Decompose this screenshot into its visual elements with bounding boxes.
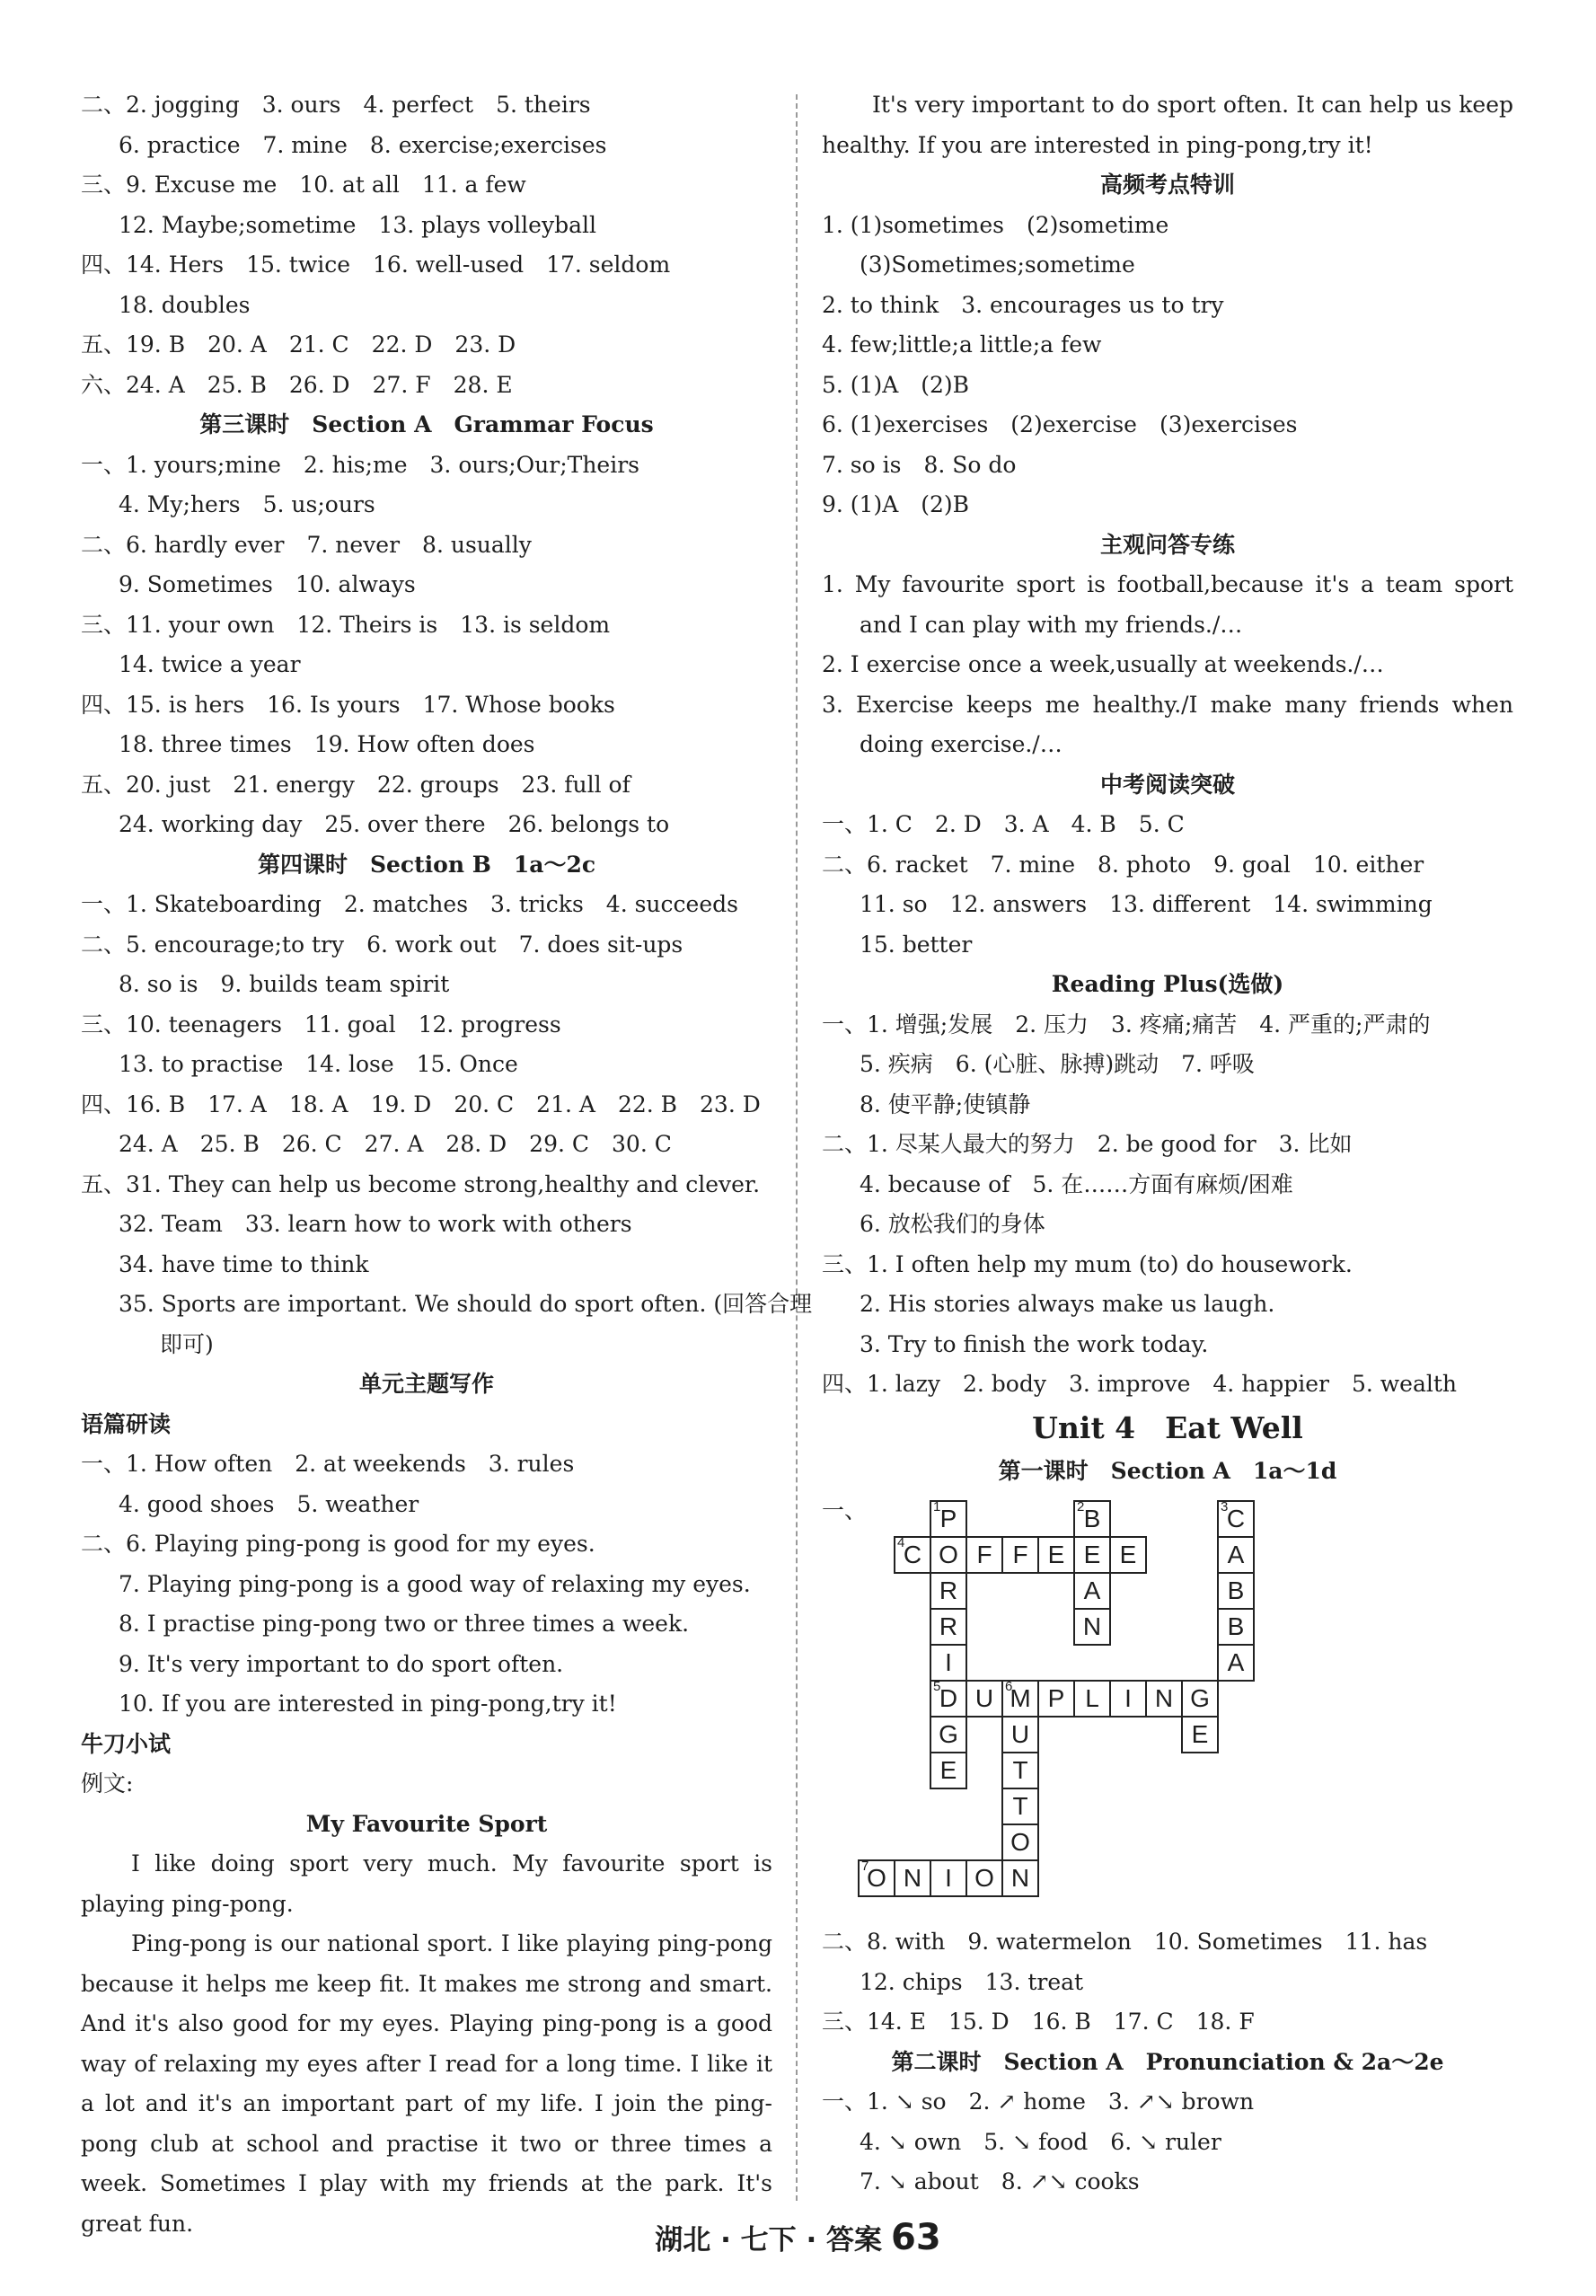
crossword-cell [1217, 1608, 1255, 1646]
crossword-cell [1001, 1824, 1039, 1861]
high-frequency-section [822, 165, 1513, 565]
answer-line: 四、16. B 17. A 18. A 19. D 20. C 21. A 22. B 23. D [81, 1091, 761, 1117]
crossword-letter: R [939, 1576, 958, 1604]
crossword-cell [1073, 1680, 1111, 1718]
crossword-letter: O [939, 1541, 958, 1568]
intonation-line: 一、1. ↘ so 2. ↗ home 3. ↗↘ brown [822, 2088, 1255, 2115]
crossword-letter: I [1124, 1684, 1132, 1712]
answer-line: 二、1. 尽某人最大的努力 2. be good for 3. 比如 [822, 1131, 1353, 1157]
answer-line: 4. because of 5. 在……方面有麻烦/困难 [860, 1170, 1293, 1197]
answer-line: 6. (1)exercises (2)exercise (3)exercises [822, 411, 1298, 437]
crossword-letter: E [1047, 1541, 1065, 1568]
crossword-cell [1001, 1752, 1039, 1789]
answer-line: 二、2. jogging 3. ours 4. perfect 5. theirs [81, 92, 591, 118]
crossword-letter: N [903, 1864, 922, 1892]
answer-line: 二、8. with 9. watermelon 10. Sometimes 11. has [822, 1929, 1428, 1955]
crossword-cell [1217, 1536, 1255, 1574]
answer-line: 8. so is 9. builds team spirit [119, 971, 450, 997]
crossword-cell [966, 1859, 1003, 1897]
crossword-cell [894, 1536, 931, 1574]
crossword-cell [1217, 1644, 1255, 1682]
intonation-line: 4. ↘ own 5. ↘ food 6. ↘ ruler [860, 2128, 1221, 2155]
crossword-clue-number: 1 [933, 1499, 941, 1514]
crossword-cell [1073, 1572, 1111, 1610]
answer-line: 15. better [860, 931, 973, 958]
crossword-clue-number: 4 [897, 1535, 905, 1550]
crossword-cell [1109, 1680, 1147, 1718]
answer-line: 5. (1)A (2)B [822, 371, 970, 398]
crossword-cell [1073, 1500, 1111, 1538]
answer-line: 四、15. is hers 16. Is yours 17. Whose books [81, 691, 615, 718]
crossword-letter: N [1082, 1612, 1102, 1640]
answer-line: 11. so 12. answers 13. different 14. swimming [860, 891, 1433, 917]
answer-line: 6. 放松我们的身体 [860, 1211, 1045, 1237]
crossword-cell [930, 1859, 967, 1897]
answer-line: 一、1. yours;mine 2. his;me 3. ours;Our;Theirs [81, 451, 639, 478]
crossword-clue-number: 2 [1077, 1499, 1085, 1514]
left-column [81, 85, 813, 2244]
answer-line: 三、11. your own 12. Theirs is 13. is seldom [81, 611, 611, 638]
answer-line: 4. few;little;a little;a few [822, 331, 1102, 358]
answer-line: 一、1. How often 2. at weekends 3. rules [81, 1451, 575, 1477]
crossword-clue-number: 7 [861, 1859, 869, 1874]
answer-line: 18. doubles [119, 291, 251, 318]
crossword-cell [930, 1716, 967, 1753]
crossword-letter: E [1083, 1541, 1101, 1568]
answer-line: 12. chips 13. treat [860, 1968, 1084, 1995]
sample-essay [81, 1844, 772, 2244]
answer-line: 高频考点特训 [1099, 172, 1235, 198]
crossword-letter: F [976, 1541, 992, 1568]
crossword-letter: C [903, 1541, 922, 1568]
unit-title: Unit 4 Eat Well [1032, 1409, 1303, 1445]
answer-line: 一、1. 增强;发展 2. 压力 3. 疼痛;痛苦 4. 严重的;严肃的 [822, 1011, 1431, 1038]
answer-line: 牛刀小试 [81, 1730, 172, 1757]
crossword-letter: I [945, 1864, 952, 1892]
answer-line: 二、5. encourage;to try 6. work out 7. does sit-ups [81, 931, 683, 958]
crossword-letter: G [939, 1720, 958, 1748]
answer-line: 五、31. They can help us become strong,healthy and clever. [81, 1170, 761, 1197]
crossword-letter: P [939, 1505, 957, 1532]
crossword-cell [1217, 1572, 1255, 1610]
answer-line: 2. to think 3. encourages us to try [822, 291, 1224, 318]
answer-line: 三、14. E 15. D 16. B 17. C 18. F [822, 2009, 1255, 2035]
crossword-letter: E [939, 1756, 957, 1784]
answer-line: 24. working day 25. over there 26. belongs to [119, 811, 670, 837]
crossword-clue-number: 6 [1005, 1679, 1013, 1694]
answer-line: 7. so is 8. So do [822, 451, 1017, 478]
crossword-cell [930, 1536, 967, 1574]
crossword-cell [894, 1859, 931, 1897]
answer-line: 3. Try to finish the work today. [860, 1330, 1209, 1357]
crossword-cell [1073, 1608, 1111, 1646]
crossword-cell [930, 1572, 967, 1610]
answer-line: 4. My;hers 5. us;ours [119, 491, 375, 517]
crossword-letter: E [1191, 1720, 1209, 1748]
answer-line: 9. Sometimes 10. always [119, 571, 416, 597]
answer-line: 18. three times 19. How often does [119, 731, 535, 757]
answer-line: 9. It's very important to do sport often. [119, 1650, 564, 1677]
answer-line: 语篇研读 [81, 1410, 172, 1437]
crossword-letter: T [1012, 1792, 1028, 1820]
crossword-letter: O [974, 1864, 994, 1892]
page-number: 63 [891, 2217, 941, 2258]
answer-line: 五、20. just 21. energy 22. groups 23. full of [81, 771, 630, 798]
crossword-letter: A [1227, 1648, 1245, 1676]
answer-line: 二、6. hardly ever 7. never 8. usually [81, 531, 532, 558]
intonation-answers [822, 2082, 1513, 2203]
answer-line: 12. Maybe;sometime 13. plays volleyball [119, 211, 596, 238]
crossword-letter: D [939, 1684, 958, 1712]
crossword-letter: N [1154, 1684, 1174, 1712]
crossword-letter: C [1226, 1505, 1246, 1532]
crossword-cell [930, 1680, 967, 1718]
crossword-letter: B [1227, 1576, 1245, 1604]
crossword-letter: B [1227, 1612, 1245, 1640]
answer-line: 二、6. Playing ping-pong is good for my eyes. [81, 1531, 595, 1557]
answer-line: 5. 疾病 6. (心脏、脉搏)跳动 7. 呼吸 [860, 1051, 1255, 1077]
answer-line: My Favourite Sport [305, 1810, 548, 1837]
answer-line: (3)Sometimes;sometime [860, 252, 1135, 278]
crossword-letter: U [974, 1684, 994, 1712]
crossword-letter: A [1083, 1576, 1101, 1604]
crossword-letter: B [1083, 1505, 1101, 1532]
lesson-1-title: 第一课时 Section A 1a～1d [998, 1457, 1337, 1484]
answer-line: 24. A 25. B 26. C 27. A 28. D 29. C 30. C [119, 1131, 672, 1157]
answer-line: Reading Plus(选做) [1051, 971, 1284, 997]
answer-line: 第四课时 Section B 1a～2c [257, 851, 596, 878]
crossword-cell [930, 1752, 967, 1789]
answer-line: 9. (1)A (2)B [822, 491, 970, 517]
answer-line: 34. have time to think [119, 1250, 369, 1277]
crossword-puzzle [822, 1491, 1513, 1922]
column-divider [796, 94, 798, 2201]
reading-section [822, 765, 1513, 1405]
answer-line: 即可) [160, 1330, 214, 1357]
answer-line: 10. If you are interested in ping-pong,try it! [119, 1691, 617, 1717]
crossword-cell [1001, 1536, 1039, 1574]
crossword-cell [1001, 1788, 1039, 1825]
subjective-answer: 2. I exercise once a week,usually at weekends./… [822, 651, 1384, 677]
crossword-letter: U [1010, 1720, 1030, 1748]
answer-line: 中考阅读突破 [1099, 771, 1235, 798]
answer-line: 四、1. lazy 2. body 3. improve 4. happier 5. wealth [822, 1371, 1457, 1397]
crossword-letter: F [1012, 1541, 1028, 1568]
page-footer [0, 2217, 1596, 2258]
answer-line: 三、10. teenagers 11. goal 12. progress [81, 1011, 561, 1038]
intonation-line: 7. ↘ about 8. ↗↘ cooks [860, 2168, 1140, 2194]
answer-line: 4. good shoes 5. weather [119, 1490, 419, 1517]
footer-text: 湖北 · 七下 · 答案 [655, 2224, 883, 2256]
crossword-clue-number: 5 [933, 1679, 941, 1694]
essay-paragraph: I like doing sport very much. My favourite sport is playing ping-pong. [81, 1850, 772, 1917]
crossword-cell [1181, 1680, 1219, 1718]
crossword-cell [966, 1536, 1003, 1574]
crossword-cell [1037, 1680, 1075, 1718]
crossword-clue-number: 3 [1221, 1499, 1229, 1514]
crossword-cell [930, 1500, 967, 1538]
crossword-cell [1073, 1536, 1111, 1574]
answer-line: 六、24. A 25. B 26. D 27. F 28. E [81, 371, 513, 398]
answer-line: 8. I practise ping-pong two or three times a week. [119, 1611, 690, 1637]
crossword-letter: O [1010, 1828, 1030, 1856]
crossword-letter: N [1010, 1864, 1030, 1892]
answer-line: 三、9. Excuse me 10. at all 11. a few [81, 172, 526, 198]
crossword-letter: E [1119, 1541, 1137, 1568]
answer-line: 2. His stories always make us laugh. [860, 1291, 1275, 1317]
crossword-cell [1001, 1716, 1039, 1753]
answer-line: 主观问答专练 [1099, 531, 1235, 558]
right-column [822, 85, 1513, 2203]
crossword-cell [1001, 1859, 1039, 1897]
answer-line: 32. Team 33. learn how to work with others [119, 1211, 632, 1237]
answer-line: 1. (1)sometimes (2)sometime [822, 211, 1169, 238]
crossword-label: 一、 [822, 1497, 868, 1523]
answer-line: 例文: [81, 1771, 134, 1797]
subjective-answers [822, 565, 1513, 765]
crossword-cell [1145, 1680, 1183, 1718]
answer-line: 35. Sports are important. We should do sport often. (回答合理 [119, 1291, 813, 1317]
crossword-cell [1217, 1500, 1255, 1538]
answer-line: 第三课时 Section A Grammar Focus [199, 411, 654, 437]
crossword-letter: L [1085, 1684, 1099, 1712]
answer-line: 单元主题写作 [358, 1371, 494, 1397]
answer-line: 五、19. B 20. A 21. C 22. D 23. D [81, 331, 516, 358]
crossword-cell [930, 1608, 967, 1646]
crossword-letter: P [1047, 1684, 1065, 1712]
crossword-letter: O [867, 1864, 886, 1892]
answer-line: 一、1. Skateboarding 2. matches 3. tricks 4. succeeds [81, 891, 738, 917]
essay-paragraph: Ping-pong is our national sport. I like playing ping-pong because it helps me keep fit. It makes me strong and smart. And it's also good for my eyes. Playing ping-pong is a good way of relaxing my eyes after I read for a long time. I like it a lot and it's an important part of my life. I join the ping-pong club at school and practise it two or three times a week. Sometimes I play with my friends at the park. It's great fun. [81, 1930, 772, 2237]
left-answer-lines [81, 85, 813, 1844]
answer-line: 13. to practise 14. lose 15. Once [119, 1051, 518, 1077]
crossword-letter: M [1010, 1684, 1031, 1712]
crossword-letter: I [945, 1648, 952, 1676]
essay-conclusion: It's very important to do sport often. It can help us keep healthy. If you are interested in ping-pong,try it! [822, 92, 1513, 158]
answer-line: 四、14. Hers 15. twice 16. well-used 17. seldom [81, 252, 671, 278]
answer-line: 6. practice 7. mine 8. exercise;exercises [119, 131, 607, 158]
crossword-letter: G [1190, 1684, 1210, 1712]
crossword-letter: T [1012, 1756, 1028, 1784]
crossword-cell [1109, 1536, 1147, 1574]
answer-line: 7. Playing ping-pong is a good way of relaxing my eyes. [119, 1570, 751, 1597]
crossword-cell [930, 1644, 967, 1682]
subjective-answer: 3. Exercise keeps me healthy./I make many friends when doing exercise./… [822, 691, 1513, 757]
answer-line: 二、6. racket 7. mine 8. photo 9. goal 10. either [822, 851, 1424, 878]
answer-line: 三、1. I often help my mum (to) do housework. [822, 1250, 1353, 1277]
crossword-cell [858, 1859, 895, 1897]
crossword-cell [1181, 1716, 1219, 1753]
answer-line: 一、1. C 2. D 3. A 4. B 5. C [822, 811, 1185, 837]
crossword-cell [1001, 1680, 1039, 1718]
lesson-answers [822, 1922, 1513, 2082]
answer-line: 第二课时 Section A Pronunciation & 2a～2e [891, 2048, 1444, 2075]
crossword-cell [1037, 1536, 1075, 1574]
answer-line: 8. 使平静;使镇静 [860, 1091, 1031, 1117]
subjective-answer: 1. My favourite sport is football,because it's a team sport and I can play with my friends./… [822, 571, 1513, 638]
crossword-cell [966, 1680, 1003, 1718]
answer-line: 14. twice a year [119, 651, 301, 677]
crossword-letter: R [939, 1612, 958, 1640]
crossword-letter: A [1227, 1541, 1245, 1568]
